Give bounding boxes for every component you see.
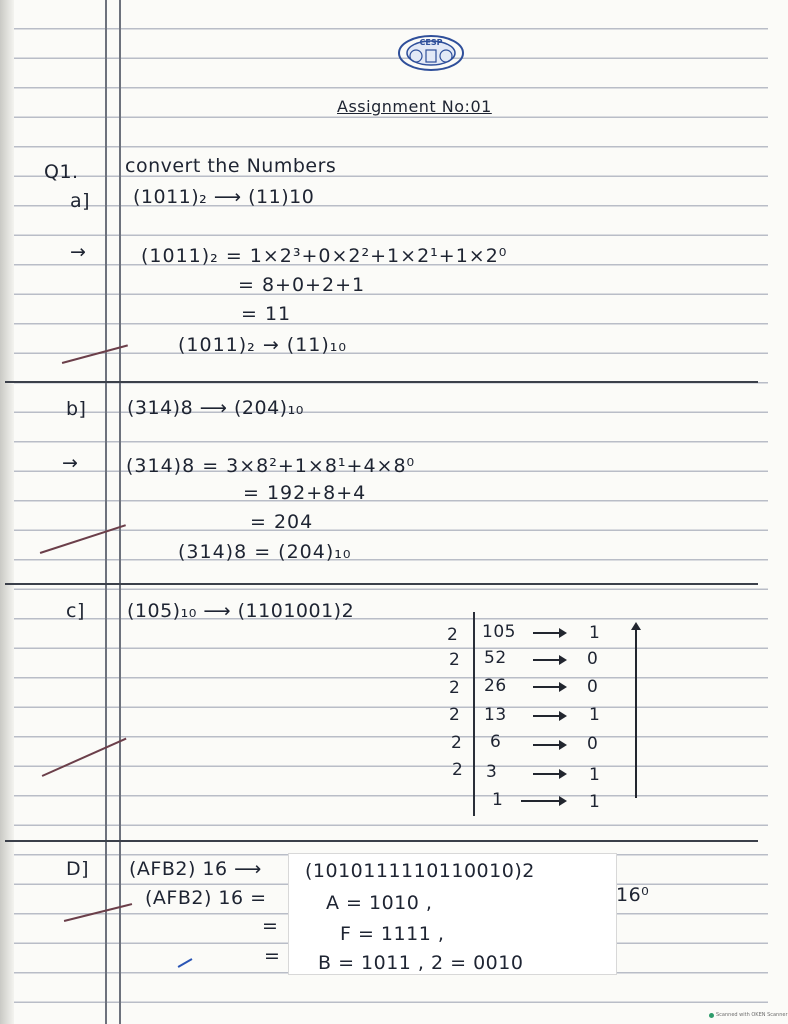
part-c-statement: (105)₁₀ ⟶ (1101001)2: [127, 600, 355, 622]
part-d-line-2: F = 1111 ,: [340, 923, 445, 945]
section-divider-1: [5, 381, 758, 383]
part-d-line-3: B = 1011 , 2 = 0010: [318, 952, 524, 974]
part-d-eq-2: =: [264, 945, 281, 967]
part-b-step-4: (314)8 = (204)₁₀: [178, 541, 352, 563]
blue-pen-mark: [178, 958, 193, 967]
div-row-3-arrow: [533, 686, 565, 688]
div-row-7-remainder: 1: [589, 792, 601, 812]
div-row-3-value: 26: [484, 676, 507, 696]
question-number: Q1.: [44, 161, 79, 183]
part-d-statement: (AFB2) 16 ⟶: [129, 858, 262, 880]
div-row-3-remainder: 0: [587, 677, 599, 697]
div-row-6-value: 3: [486, 762, 498, 782]
div-row-1-arrow: [533, 632, 565, 634]
check-mark-d: [64, 903, 132, 921]
part-a-statement: (1011)₂ ⟶ (11)10: [133, 186, 315, 208]
part-b-label: b]: [66, 398, 87, 420]
assignment-title: Assignment No:01: [337, 97, 492, 116]
part-c-label: c]: [66, 600, 85, 622]
div-row-7-value: 1: [492, 790, 504, 810]
part-a-marker: →: [70, 241, 87, 263]
part-a-label: a]: [70, 190, 91, 212]
part-b-marker: →: [62, 452, 79, 474]
div-row-1-value: 105: [482, 622, 516, 642]
div-row-2-remainder: 0: [587, 649, 599, 669]
part-a-step-3: = 11: [241, 303, 292, 325]
div-row-4-arrow: [533, 715, 565, 717]
logo-text: CESP: [419, 38, 443, 47]
part-d-result: (1010111110110010)2: [305, 860, 535, 882]
div-row-6-remainder: 1: [589, 765, 601, 785]
page-edge-shadow: [0, 0, 14, 1024]
div-row-5-divisor: 2: [451, 733, 463, 753]
check-mark-a: [62, 344, 128, 363]
div-row-5-value: 6: [490, 732, 502, 752]
div-row-7-arrow: [521, 800, 565, 802]
part-a-step-1: (1011)₂ = 1×2³+0×2²+1×2¹+1×2⁰: [141, 245, 508, 267]
div-row-2-value: 52: [484, 648, 507, 668]
div-row-1-remainder: 1: [589, 623, 601, 643]
div-row-4-remainder: 1: [589, 705, 601, 725]
div-row-2-arrow: [533, 659, 565, 661]
part-d-line-1: A = 1010 ,: [326, 892, 433, 914]
div-row-6-arrow: [533, 773, 565, 775]
division-table-rule: [473, 612, 475, 816]
part-b-step-2: = 192+8+4: [243, 482, 367, 504]
part-d-lhs: (AFB2) 16 =: [145, 887, 267, 909]
part-a-step-4: (1011)₂ → (11)₁₀: [178, 334, 348, 356]
part-b-step-3: = 204: [250, 511, 314, 533]
div-row-4-divisor: 2: [449, 705, 461, 725]
div-row-5-remainder: 0: [587, 734, 599, 754]
scanner-logo-icon: [709, 1013, 714, 1018]
part-b-step-1: (314)8 = 3×8²+1×8¹+4×8⁰: [126, 455, 416, 477]
part-d-eq-1: =: [262, 915, 279, 937]
div-row-1-divisor: 2: [447, 625, 459, 645]
part-b-statement: (314)8 ⟶ (204)₁₀: [127, 397, 304, 419]
part-d-label: D]: [66, 858, 90, 880]
part-d-edge-note: 16⁰: [616, 884, 650, 906]
div-row-5-arrow: [533, 744, 565, 746]
margin-line-1: [105, 0, 107, 1024]
question-prompt: convert the Numbers: [125, 155, 337, 177]
div-row-2-divisor: 2: [449, 650, 461, 670]
section-divider-3: [5, 840, 758, 842]
read-upward-arrow: [635, 628, 637, 798]
part-a-step-2: = 8+0+2+1: [238, 274, 366, 296]
margin-line-2: [119, 0, 121, 1024]
college-logo: [396, 32, 466, 74]
section-divider-2: [5, 583, 758, 585]
div-row-3-divisor: 2: [449, 678, 461, 698]
div-row-4-value: 13: [484, 705, 507, 725]
scanner-watermark: Scanned with OKEN Scanner: [716, 1012, 788, 1018]
check-mark-b: [40, 524, 126, 553]
check-mark-c: [42, 738, 127, 777]
div-row-6-divisor: 2: [452, 760, 464, 780]
